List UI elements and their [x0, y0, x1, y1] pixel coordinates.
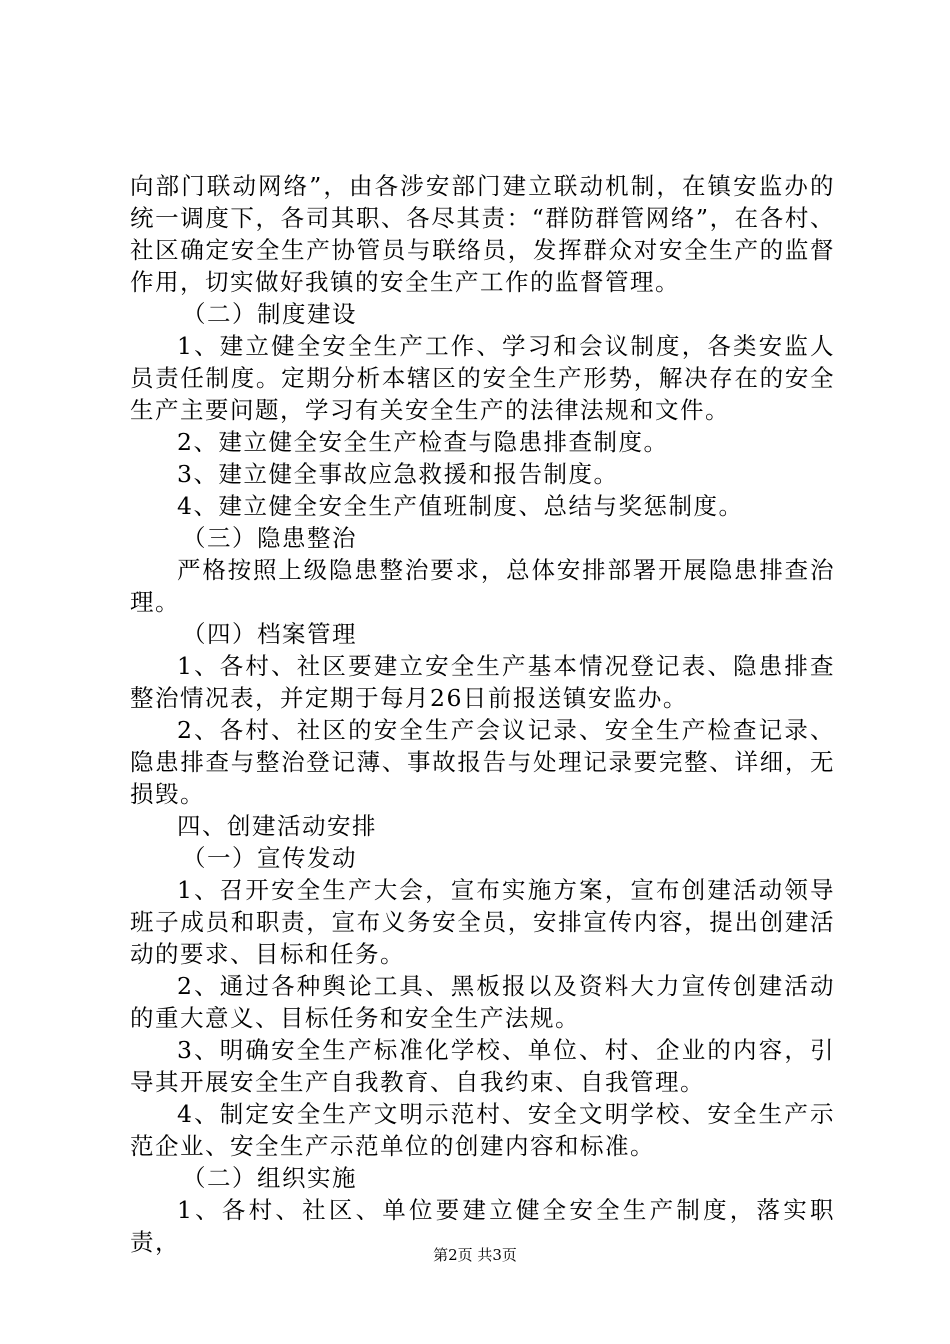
page-footer: 第2页 共3页: [433, 1246, 517, 1264]
section-heading-publicity: （一）宣传发动: [182, 844, 357, 872]
section-heading-activity-arrangement: 四、创建活动安排: [177, 812, 377, 840]
section-heading-hazard-remediation: （三）隐患整治: [182, 524, 357, 552]
paragraph-continuation: 向部门联动网络”，由各涉安部门建立联动机制，在镇安监办的统一调度下，各司其职、各尽其责：“群防群管网络”，在各村、社区确定安全生产协管员与联络员，发挥群众对安全生产的监督作用，切实做好我镇的安全生产工作的监督管理。: [130, 172, 835, 296]
paragraph: 4、制定安全生产文明示范村、安全文明学校、安全生产示范企业、安全生产示范单位的创建内容和标准。: [130, 1100, 835, 1160]
paragraph: 4、建立健全安全生产值班制度、总结与奖惩制度。: [177, 492, 744, 520]
paragraph: 1、各村、社区要建立安全生产基本情况登记表、隐患排查整治情况表，并定期于每月26日前报送镇安监办。: [130, 652, 835, 712]
paragraph: 3、明确安全生产标准化学校、单位、村、企业的内容，引导其开展安全生产自我教育、自我约束、自我管理。: [130, 1036, 835, 1096]
paragraph: 1、各村、社区、单位要建立健全安全生产制度，落实职责，: [130, 1196, 835, 1256]
document-body: [130, 170, 835, 1258]
paragraph: 2、各村、社区的安全生产会议记录、安全生产检查记录、隐患排查与整治登记薄、事故报告与处理记录要完整、详细，无损毁。: [130, 716, 835, 808]
section-heading-institution-building: （二）制度建设: [182, 300, 357, 328]
paragraph: 严格按照上级隐患整治要求，总体安排部署开展隐患排查治理。: [130, 556, 835, 616]
section-heading-archive-management: （四）档案管理: [182, 620, 357, 648]
paragraph: 2、建立健全安全生产检查与隐患排查制度。: [177, 428, 669, 456]
paragraph: 1、建立健全安全生产工作、学习和会议制度，各类安监人员责任制度。定期分析本辖区的安全生产形势，解决存在的安全生产主要问题，学习有关安全生产的法律法规和文件。: [130, 332, 835, 424]
paragraph: 1、召开安全生产大会，宣布实施方案，宣布创建活动领导班子成员和职责，宣布义务安全员，安排宣传内容，提出创建活动的要求、目标和任务。: [130, 876, 835, 968]
section-heading-implementation: （二）组织实施: [182, 1164, 357, 1192]
paragraph: 2、通过各种舆论工具、黑板报以及资料大力宣传创建活动的重大意义、目标任务和安全生产法规。: [130, 972, 835, 1032]
paragraph: 3、建立健全事故应急救援和报告制度。: [177, 460, 619, 488]
